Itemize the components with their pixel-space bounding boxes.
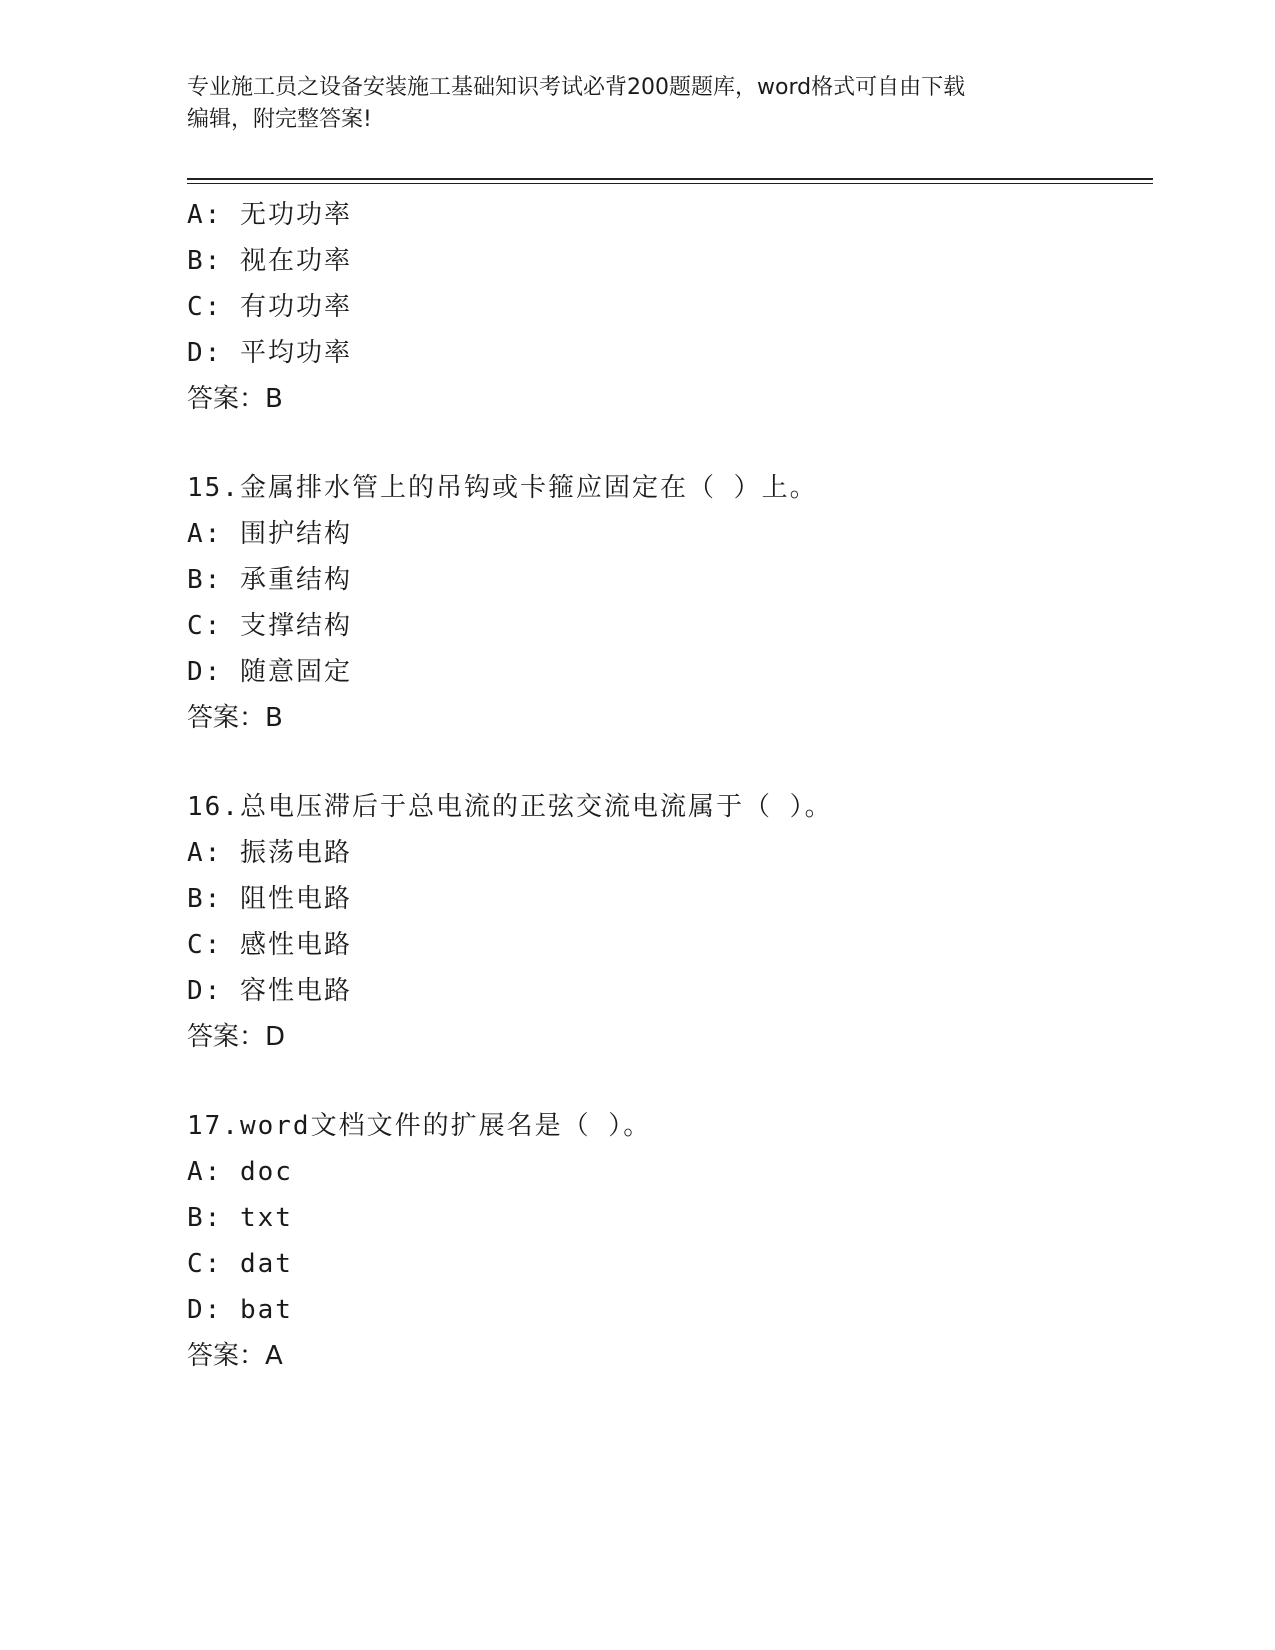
question-text: 16.总电压滞后于总电流的正弦交流电流属于（ ）。 xyxy=(187,792,833,822)
header-rule-bottom xyxy=(187,183,1153,184)
option-c: C: dat xyxy=(187,1249,293,1279)
option-a: A: 振荡电路 xyxy=(187,838,352,868)
option-a: A: 围护结构 xyxy=(187,519,352,549)
option-c: C: 感性电路 xyxy=(187,930,352,960)
option-b: B: 阻性电路 xyxy=(187,884,352,914)
header-rule-top xyxy=(187,178,1153,180)
question-text: 15.金属排水管上的吊钩或卡箍应固定在（ ）上。 xyxy=(187,473,818,503)
option-d: D: 容性电路 xyxy=(187,976,352,1006)
option-b: B: 承重结构 xyxy=(187,565,352,595)
question-block-16 xyxy=(187,784,1147,1060)
answer-line: 答案：B xyxy=(187,384,283,414)
option-d: D: 随意固定 xyxy=(187,657,352,687)
header-line-2: 编辑，附完整答案! xyxy=(187,107,372,132)
option-c: C: 有功功率 xyxy=(187,292,352,322)
option-a: A: 无功功率 xyxy=(187,200,352,230)
answer-line: 答案：A xyxy=(187,1341,283,1371)
option-a: A: doc xyxy=(187,1157,293,1187)
option-d: D: bat xyxy=(187,1295,293,1325)
header-line-1: 专业施工员之设备安装施工基础知识考试必背200题题库，word格式可自由下载 xyxy=(187,75,966,100)
question-text: 17.word文档文件的扩展名是（ ）。 xyxy=(187,1111,652,1141)
answer-line: 答案：B xyxy=(187,703,283,733)
option-b: B: txt xyxy=(187,1203,293,1233)
option-b: B: 视在功率 xyxy=(187,246,352,276)
option-c: C: 支撑结构 xyxy=(187,611,352,641)
answer-line: 答案：D xyxy=(187,1022,286,1052)
document-body xyxy=(187,192,1147,1379)
question-block-17 xyxy=(187,1103,1147,1379)
question-block-15 xyxy=(187,465,1147,741)
option-d: D: 平均功率 xyxy=(187,338,352,368)
document-header xyxy=(187,72,1087,136)
question-block-14-partial xyxy=(187,192,1147,422)
